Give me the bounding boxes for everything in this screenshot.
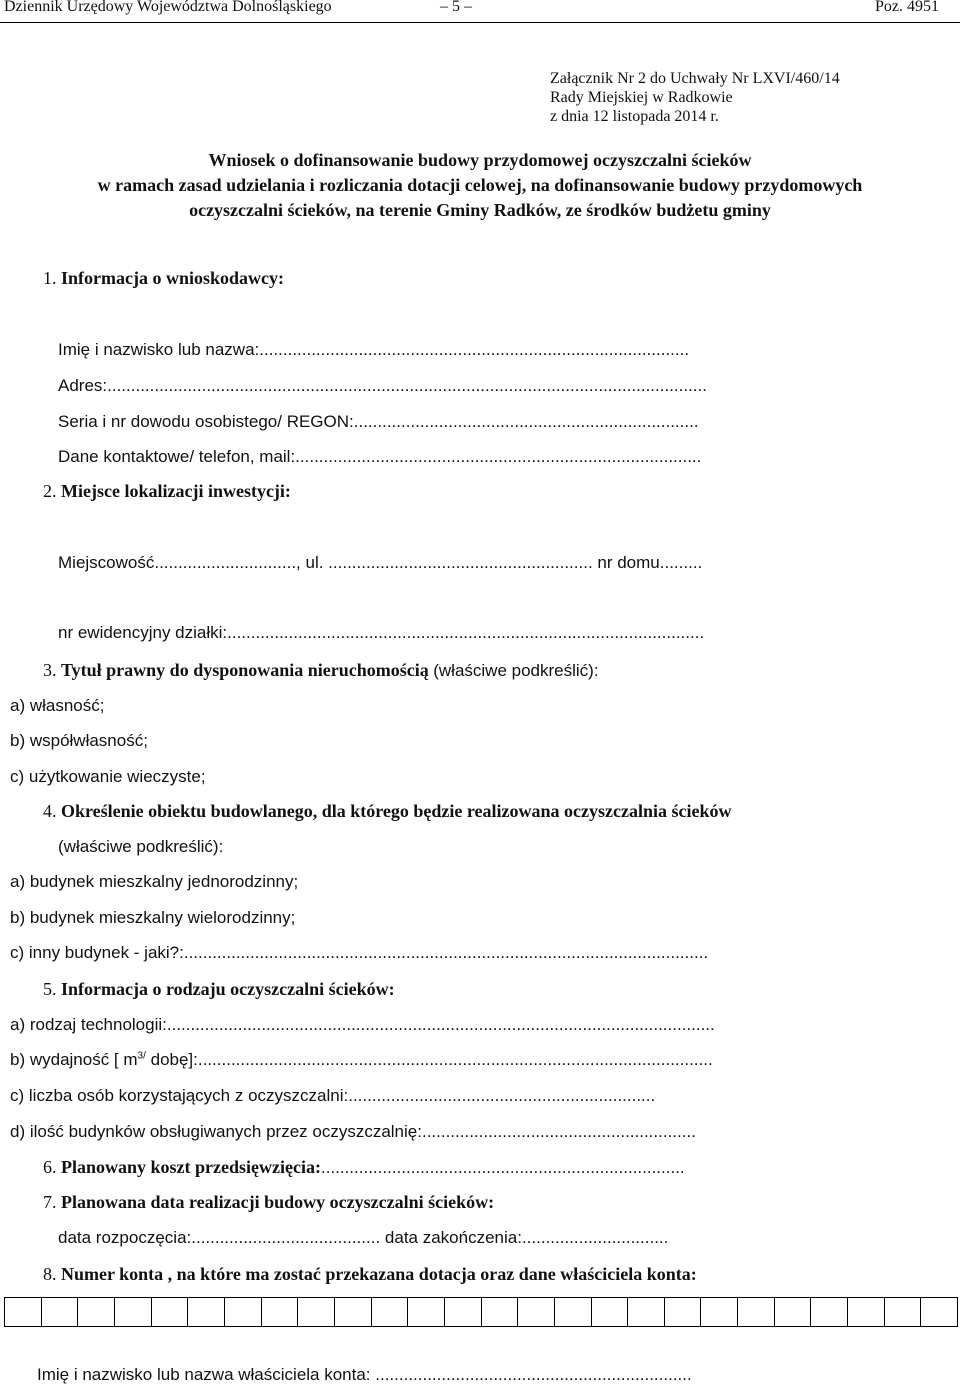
account-digit-cell[interactable] bbox=[372, 1298, 409, 1326]
attachment-line-3: z dnia 12 listopada 2014 r. bbox=[550, 108, 719, 125]
section-2-title: Miejsce lokalizacji inwestycji: bbox=[61, 481, 291, 501]
section-6-title: Planowany koszt przedsięwzięcia: bbox=[61, 1157, 321, 1177]
plot-number-field[interactable]: nr ewidencyjny działki:..................................................................................................... bbox=[58, 623, 705, 642]
account-digit-cell[interactable] bbox=[482, 1298, 519, 1326]
account-digit-cell[interactable] bbox=[408, 1298, 445, 1326]
title-line-1: Wniosek o dofinansowanie budowy przydomowej oczyszczalni ścieków bbox=[208, 150, 752, 170]
section-3-note: (właściwe podkreślić): bbox=[433, 661, 599, 680]
section-1-title: Informacja o wnioskodawcy: bbox=[61, 268, 284, 288]
capacity-dots: dobę]:............................................................................................................. bbox=[145, 1050, 713, 1069]
section-7-title: Planowana data realizacji budowy oczyszczalni ścieków: bbox=[61, 1192, 495, 1212]
applicant-contact-field[interactable]: Dane kontaktowe/ telefon, mail:...................................................................................... bbox=[58, 447, 702, 466]
section-5-heading bbox=[43, 979, 395, 1000]
account-digit-cell[interactable] bbox=[335, 1298, 372, 1326]
attachment-line-2: Rady Miejskiej w Radkowie bbox=[550, 89, 733, 106]
section-6-number: 6. bbox=[43, 1157, 57, 1177]
option-single-family[interactable]: a) budynek mieszkalny jednorodzinny; bbox=[10, 872, 299, 891]
section-2-heading bbox=[43, 481, 291, 502]
buildings-count-field[interactable]: d) ilość budynków obsługiwanych przez oczyszczalnię:.......................................................... bbox=[10, 1122, 696, 1141]
account-digit-cell[interactable] bbox=[921, 1298, 957, 1326]
attachment-line-1: Załącznik Nr 2 do Uchwały Nr LXVI/460/14 bbox=[550, 70, 840, 87]
account-digit-cell[interactable] bbox=[115, 1298, 152, 1326]
end-date-field[interactable]: ............................... bbox=[521, 1228, 669, 1247]
section-4-number: 4. bbox=[43, 801, 57, 821]
title-line-3: oczyszczalni ścieków, na terenie Gminy Radków, ze środków budżetu gminy bbox=[189, 200, 771, 220]
option-perpetual-usufruct[interactable]: c) użytkowanie wieczyste; bbox=[10, 767, 206, 786]
capacity-unit-superscript: 3/ bbox=[137, 1050, 146, 1062]
section-1-number: 1. bbox=[43, 268, 57, 288]
account-digit-cell[interactable] bbox=[665, 1298, 702, 1326]
account-digit-cell[interactable] bbox=[555, 1298, 592, 1326]
account-digit-cell[interactable] bbox=[152, 1298, 189, 1326]
account-digit-cell[interactable] bbox=[848, 1298, 885, 1326]
section-8-number: 8. bbox=[43, 1264, 57, 1284]
section-3-title: Tytuł prawny do dysponowania nieruchomością bbox=[61, 660, 429, 680]
section-2-number: 2. bbox=[43, 481, 57, 501]
technology-type-field[interactable]: a) rodzaj technologii:.................................................................................................................... bbox=[10, 1015, 715, 1034]
section-1-heading bbox=[43, 268, 284, 289]
account-digit-cell[interactable] bbox=[738, 1298, 775, 1326]
account-digit-cell[interactable] bbox=[225, 1298, 262, 1326]
title-line-2: w ramach zasad udzielania i rozliczania dotacji celowej, na dofinansowanie budowy przydomowych bbox=[97, 175, 863, 195]
start-date-field[interactable]: ........................................ bbox=[191, 1228, 381, 1247]
header-divider bbox=[0, 22, 960, 23]
section-7-number: 7. bbox=[43, 1192, 57, 1212]
capacity-field[interactable] bbox=[10, 1050, 713, 1070]
journal-title: Dziennik Urzędowy Województwa Dolnośląskiego bbox=[4, 0, 332, 15]
section-4-heading bbox=[43, 801, 731, 822]
account-digit-cell[interactable] bbox=[42, 1298, 79, 1326]
account-digit-cell[interactable] bbox=[885, 1298, 922, 1326]
planned-cost-field[interactable]: ............................................................................. bbox=[320, 1158, 685, 1177]
section-8-heading bbox=[43, 1264, 697, 1285]
position-number: Poz. 4951 bbox=[875, 0, 939, 15]
investment-location-field[interactable]: Miejscowość.............................., ul. ........................................................ nr domu......... bbox=[58, 553, 703, 572]
option-other-building[interactable]: c) inny budynek - jaki?:............................................................................................................... bbox=[10, 943, 709, 962]
section-8-title: Numer konta , na które ma zostać przekazana dotacja oraz dane właściciela konta: bbox=[61, 1264, 697, 1284]
applicant-id-field[interactable]: Seria i nr dowodu osobistego/ REGON:......................................................................... bbox=[58, 412, 699, 431]
account-digit-cell[interactable] bbox=[298, 1298, 335, 1326]
section-3-number: 3. bbox=[43, 660, 57, 680]
account-digit-cell[interactable] bbox=[775, 1298, 812, 1326]
capacity-label: b) wydajność [ m bbox=[10, 1050, 138, 1069]
section-4-title: Określenie obiektu budowlanego, dla którego będzie realizowana oczyszczalnia ścieków bbox=[61, 801, 732, 821]
option-ownership[interactable]: a) własność; bbox=[10, 696, 105, 715]
account-digit-cell[interactable] bbox=[518, 1298, 555, 1326]
account-digit-cell[interactable] bbox=[188, 1298, 225, 1326]
section-7-heading bbox=[43, 1192, 494, 1213]
section-6-heading[interactable] bbox=[43, 1157, 685, 1178]
section-5-title: Informacja o rodzaju oczyszczalni ścieków: bbox=[61, 979, 395, 999]
users-count-field[interactable]: c) liczba osób korzystających z oczyszczalni:................................................................. bbox=[10, 1086, 656, 1105]
account-digit-cell[interactable] bbox=[445, 1298, 482, 1326]
option-multi-family[interactable]: b) budynek mieszkalny wielorodzinny; bbox=[10, 908, 296, 927]
dates-field[interactable] bbox=[58, 1228, 668, 1248]
account-digit-cell[interactable] bbox=[628, 1298, 665, 1326]
account-digit-cell[interactable] bbox=[701, 1298, 738, 1326]
page-number: – 5 – bbox=[440, 0, 472, 15]
account-number-grid[interactable] bbox=[4, 1297, 958, 1327]
account-digit-cell[interactable] bbox=[5, 1298, 42, 1326]
end-date-label: data zakończenia: bbox=[380, 1228, 522, 1247]
section-5-number: 5. bbox=[43, 979, 57, 999]
account-digit-cell[interactable] bbox=[592, 1298, 629, 1326]
account-digit-cell[interactable] bbox=[262, 1298, 299, 1326]
option-co-ownership[interactable]: b) współwłasność; bbox=[10, 731, 148, 750]
section-3-heading bbox=[43, 660, 599, 681]
applicant-name-field[interactable]: Imię i nazwisko lub nazwa:........................................................................................... bbox=[58, 340, 690, 359]
section-4-note: (właściwe podkreślić): bbox=[58, 837, 224, 856]
start-date-label: data rozpoczęcia: bbox=[58, 1228, 192, 1247]
account-owner-field[interactable]: Imię i nazwisko lub nazwa właściciela konta: ................................................................... bbox=[37, 1365, 692, 1384]
account-digit-cell[interactable] bbox=[78, 1298, 115, 1326]
account-digit-cell[interactable] bbox=[811, 1298, 848, 1326]
applicant-address-field[interactable]: Adres:............................................................................................................................... bbox=[58, 376, 707, 395]
